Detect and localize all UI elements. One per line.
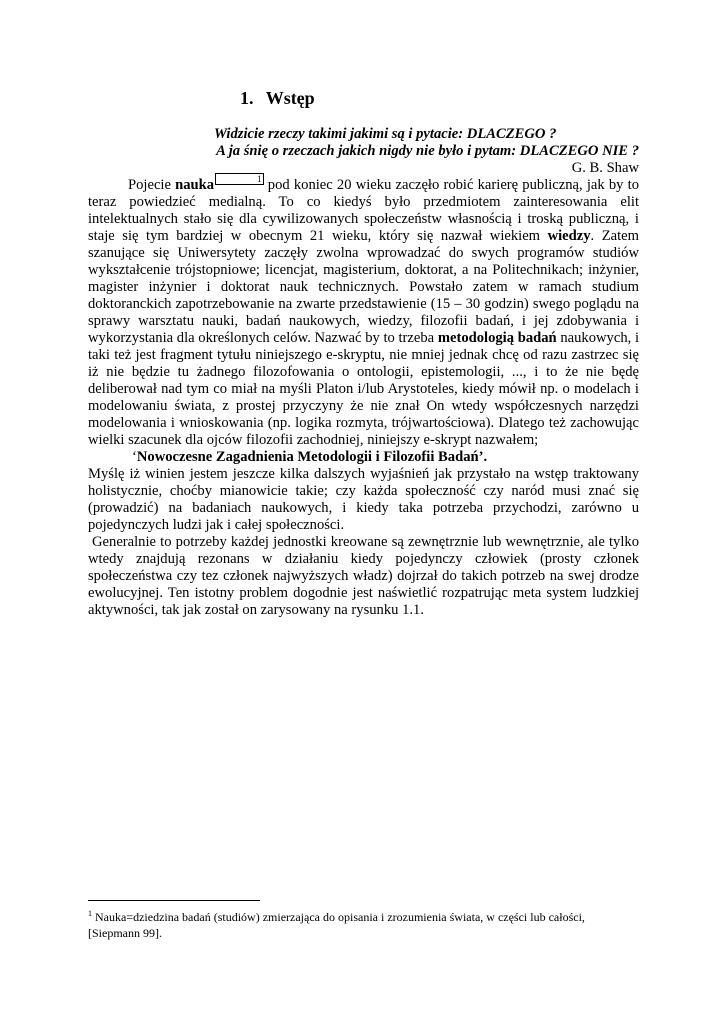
text-run: . Zatem szanujące się Uniwersytety zaczęły zwolna wprowadzać do swych programów studiów wykształcenie trójstopniowe; licencjat, magisterium, doktorat, a na Politechnikach; inżynier, magister inżynier i doktorat nauk technicznych. Powstało zatem w ramach studium doktoranckich zapotrzebowanie na zwarte przedstawienie (15 – 30 godzin) swego poglądu na sprawy warsztatu nauki, badań naukowych, wiedzy, filozofii badań, i jej zdobywania i wykorzystania dla określonych celów. Nazwać by to trzeba [88,228,640,346]
section-heading [240,88,315,109]
paragraph-2: Myślę iż winien jestem jeszcze kilka dalszych wyjaśnień jak przystało na wstęp traktowany holistycznie, choćby mianowicie takie; czy każda społeczność czy naród musi znać się (prowadzić) na badaniach naukowych, i kiedy taka potrzeba przychodzi, zarówno u pojedynczych ludzi jak i całej społeczności. [88,466,639,533]
footnote-mark: 1 [88,909,92,918]
paragraph-3: Generalnie to potrzeby każdej jednostki kreowane są zewnętrznie lub wewnętrznie, ale tylko wtedy znajdują rezonans w działaniu kiedy pojedynczy człowiek (prosty członek społeczeństwa czy tez członek najwyższych władz) dojrzał do takich potrzeb na swej drodze ewolucyjnej. Ten istotny problem dogodnie jest naświetlić rozpatrując meta system ludzkiej aktywności, tak jak został on zarysowany na rysunku 1.1. [88,534,639,618]
section-title: Wstęp [265,88,315,108]
body-text [88,174,640,619]
section-number: 1. [240,88,254,108]
epigraph [88,126,639,177]
epigraph-line-2: A ja śnię o rzeczach jakich nigdy nie było i pytam: DLACZEGO NIE ? [216,143,639,159]
text-run: naukowych, i taki też jest fragment tytułu niniejszego e-skryptu, nie mniej jednak chcę od razu zastrzec się iż nie będzie tu żadnego filozofowania o ontologii, epistemologii, ..., i to że nie będę deliberował nad tym co miał na myśli Platon i/lub Arystoteles, kiedy mówił np. o modelach i modelowaniu świata, z prostej przyczyny że nie znał On wtedy współczesnych narzędzi modelowania i wnioskowania (np. logika rozmyta, trójwartościowa). Dlatego też zachowując wielki szacunek dla ojców filozofii zachodniej, niniejszy e-skrypt nazwałem; [88,330,639,448]
footnote-reference[interactable]: 1 [215,173,264,185]
text-run: pod koniec 20 wieku zaczęło robić karierę publiczną, jak by to teraz powiedzieć medialną. To co kiedyś było przedmiotem zainteresowania elit intelektualnych stało się dla cywilizowanych społeczeństw własnością i troską publiczną, i staje się tym bardziej w obecnym 21 wieku, który się nazwał wiekiem [88,177,639,244]
epigraph-author: G. B. Shaw [571,160,639,176]
script-title: Nowoczesne Zagadnienia Metodologii i Filozofii Badań’. [136,449,488,465]
term-metodologia: metodologią badań [437,330,557,346]
script-title-line [88,449,639,466]
term-nauka: nauka [175,177,215,193]
term-wiedzy: wiedzy [547,228,591,244]
footnote-separator [88,900,260,901]
epigraph-line-1: Widzicie rzeczy takimi jakimi są i pytacie: DLACZEGO ? [214,126,557,142]
quote-mark: ‘ [132,449,137,465]
text-run: Pojecie [128,177,176,193]
footnote-text: Nauka=dziedzina badań (studiów) zmierzająca do opisania i zrozumienia świata, w części lub całości, [Siepmann 99]. [88,910,585,940]
paragraph-1 [88,174,640,449]
footnote [88,906,639,941]
